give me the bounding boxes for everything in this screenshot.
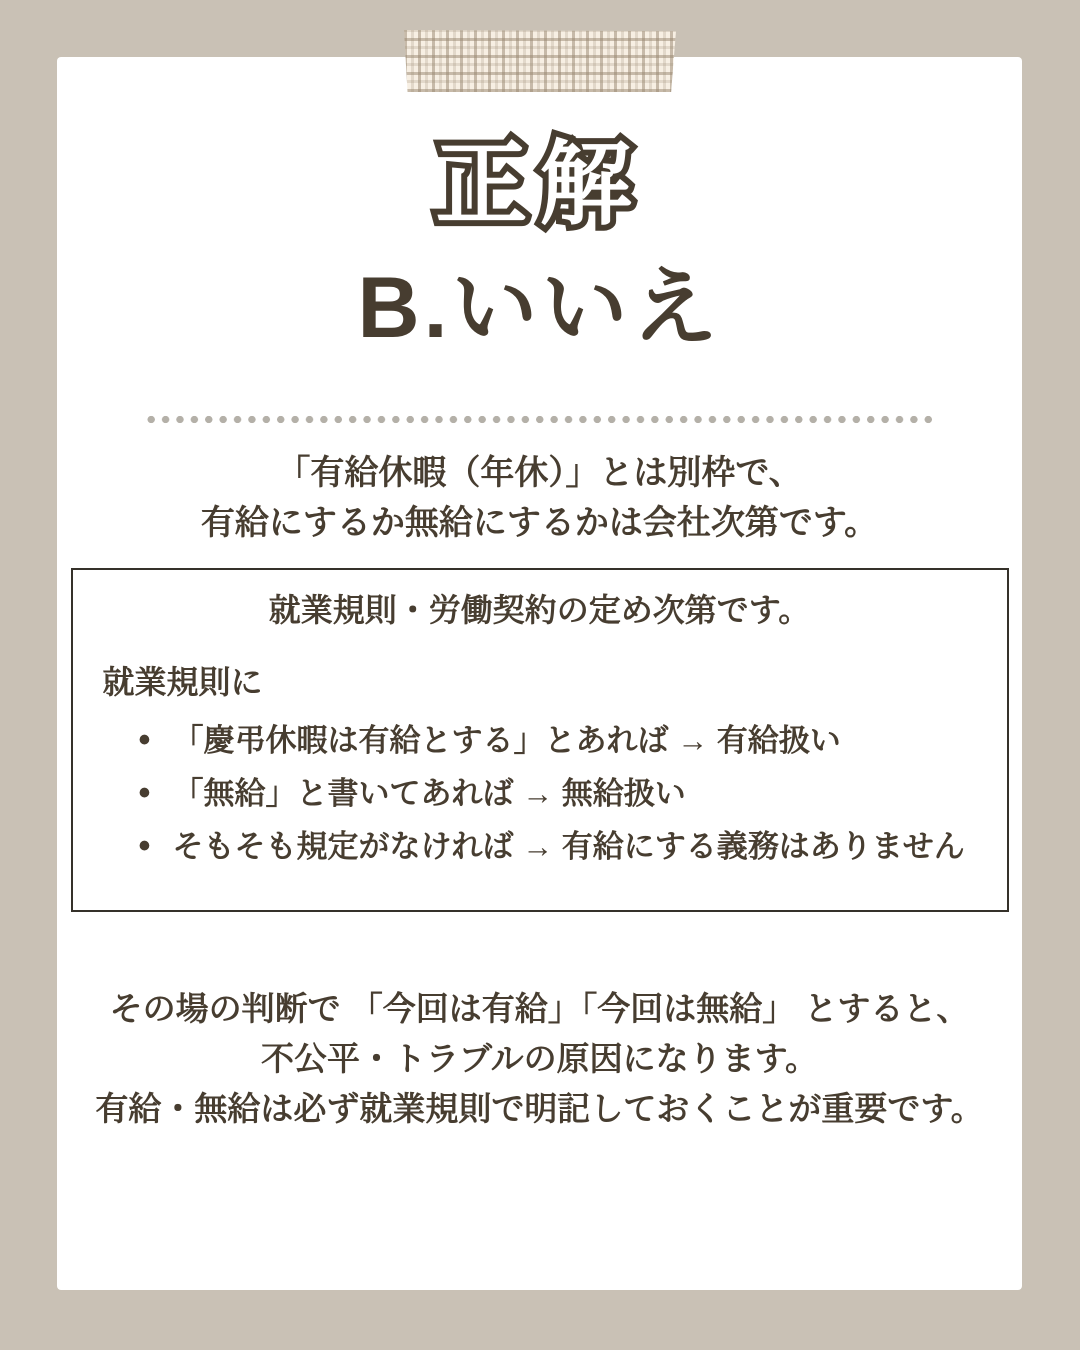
- rule-bullet-list: [93, 714, 987, 873]
- rule-box-heading: 就業規則・労働契約の定め次第です。: [268, 592, 811, 628]
- footer-note: [57, 984, 1022, 1134]
- content-card: [57, 57, 1022, 1290]
- dotted-divider: [144, 415, 936, 424]
- washi-tape-icon: [404, 30, 676, 92]
- intro-text: [57, 448, 1022, 548]
- intro-line-1: 「有給休暇（年休）」とは別枠で、: [276, 454, 803, 492]
- rule-box: [71, 568, 1009, 912]
- footer-line-3: 有給・無給は必ず就業規則で明記しておくことが重要です。: [95, 1090, 984, 1127]
- intro-line-2: 有給にするか無給にするかは会社次第です。: [200, 504, 879, 542]
- answer-text: B.いいえ: [357, 260, 722, 356]
- page-title: 正解: [435, 134, 644, 236]
- rule-bullet-item: • 「無給」と書いてあれば → 無給扱い: [139, 767, 987, 820]
- rule-bullet-item: • 「慶弔休暇は有給とする」とあれば → 有給扱い: [139, 714, 987, 767]
- rule-bullet-item: • そもそも規定がなければ → 有給にする義務はありません: [139, 820, 987, 873]
- rule-box-lead: 就業規則に: [102, 664, 263, 700]
- footer-line-2: 不公平・トラブルの原因になります。: [260, 1040, 819, 1077]
- footer-line-1: その場の判断で 「今回は有給」「今回は無給」 とすると、: [109, 990, 970, 1027]
